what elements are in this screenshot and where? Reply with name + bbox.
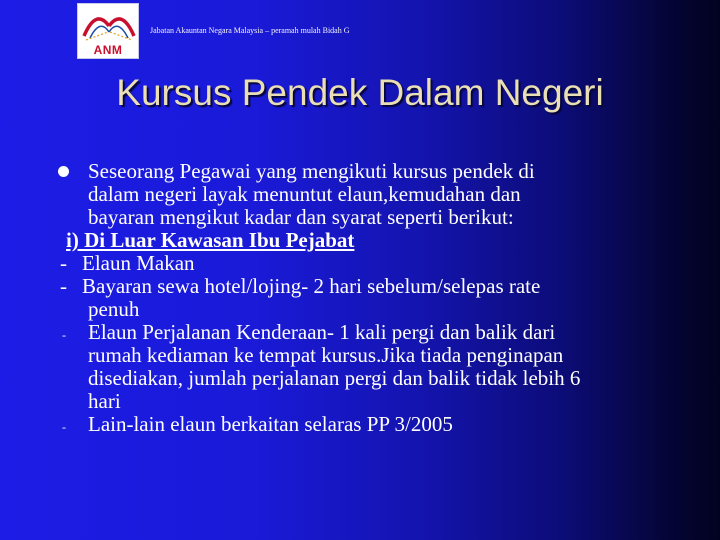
bullet-dot-icon [58,166,69,177]
anm-logo [77,3,139,59]
list-item-line: Bayaran sewa hotel/lojing- 2 hari sebelum/selepas rate [82,274,541,298]
list-item-line: Elaun Perjalanan Kenderaan- 1 kali pergi dan balik dari [88,320,556,344]
list-item [56,413,666,436]
list-item [56,275,666,321]
list-item-line: hari [88,389,121,413]
dash-marker: - [60,251,67,275]
slide-title: Kursus Pendek Dalam Negeri [116,72,604,113]
intro-bullet [56,160,666,229]
intro-line: dalam negeri layak menuntut elaun,kemudahan dan [88,182,521,206]
list-item-line: rumah kediaman ke tempat kursus.Jika tiada penginapan [88,343,564,367]
list-item-line: penuh [88,297,140,321]
list-item-line: Elaun Makan [82,251,195,275]
header-caption: Jabatan Akauntan Negara Malaysia – peramah mulah Bidah G [150,26,350,35]
list-item [56,321,666,413]
list-item-line: Lain-lain elaun berkaitan selaras PP 3/2005 [88,412,453,436]
dash-marker: - [62,420,66,434]
list-item [56,252,666,275]
dash-marker: - [62,328,66,342]
intro-line: Seseorang Pegawai yang mengikuti kursus pendek di [88,159,535,183]
section-subheading: i) Di Luar Kawasan Ibu Pejabat [66,228,355,252]
list-item-line: disediakan, jumlah perjalanan pergi dan balik tidak lebih 6 [88,366,581,390]
logo-text: ANM [93,43,123,57]
intro-line: bayaran mengikut kadar dan syarat seperti berikut: [88,205,514,229]
slide-content [56,160,666,436]
dash-marker: - [60,274,67,298]
